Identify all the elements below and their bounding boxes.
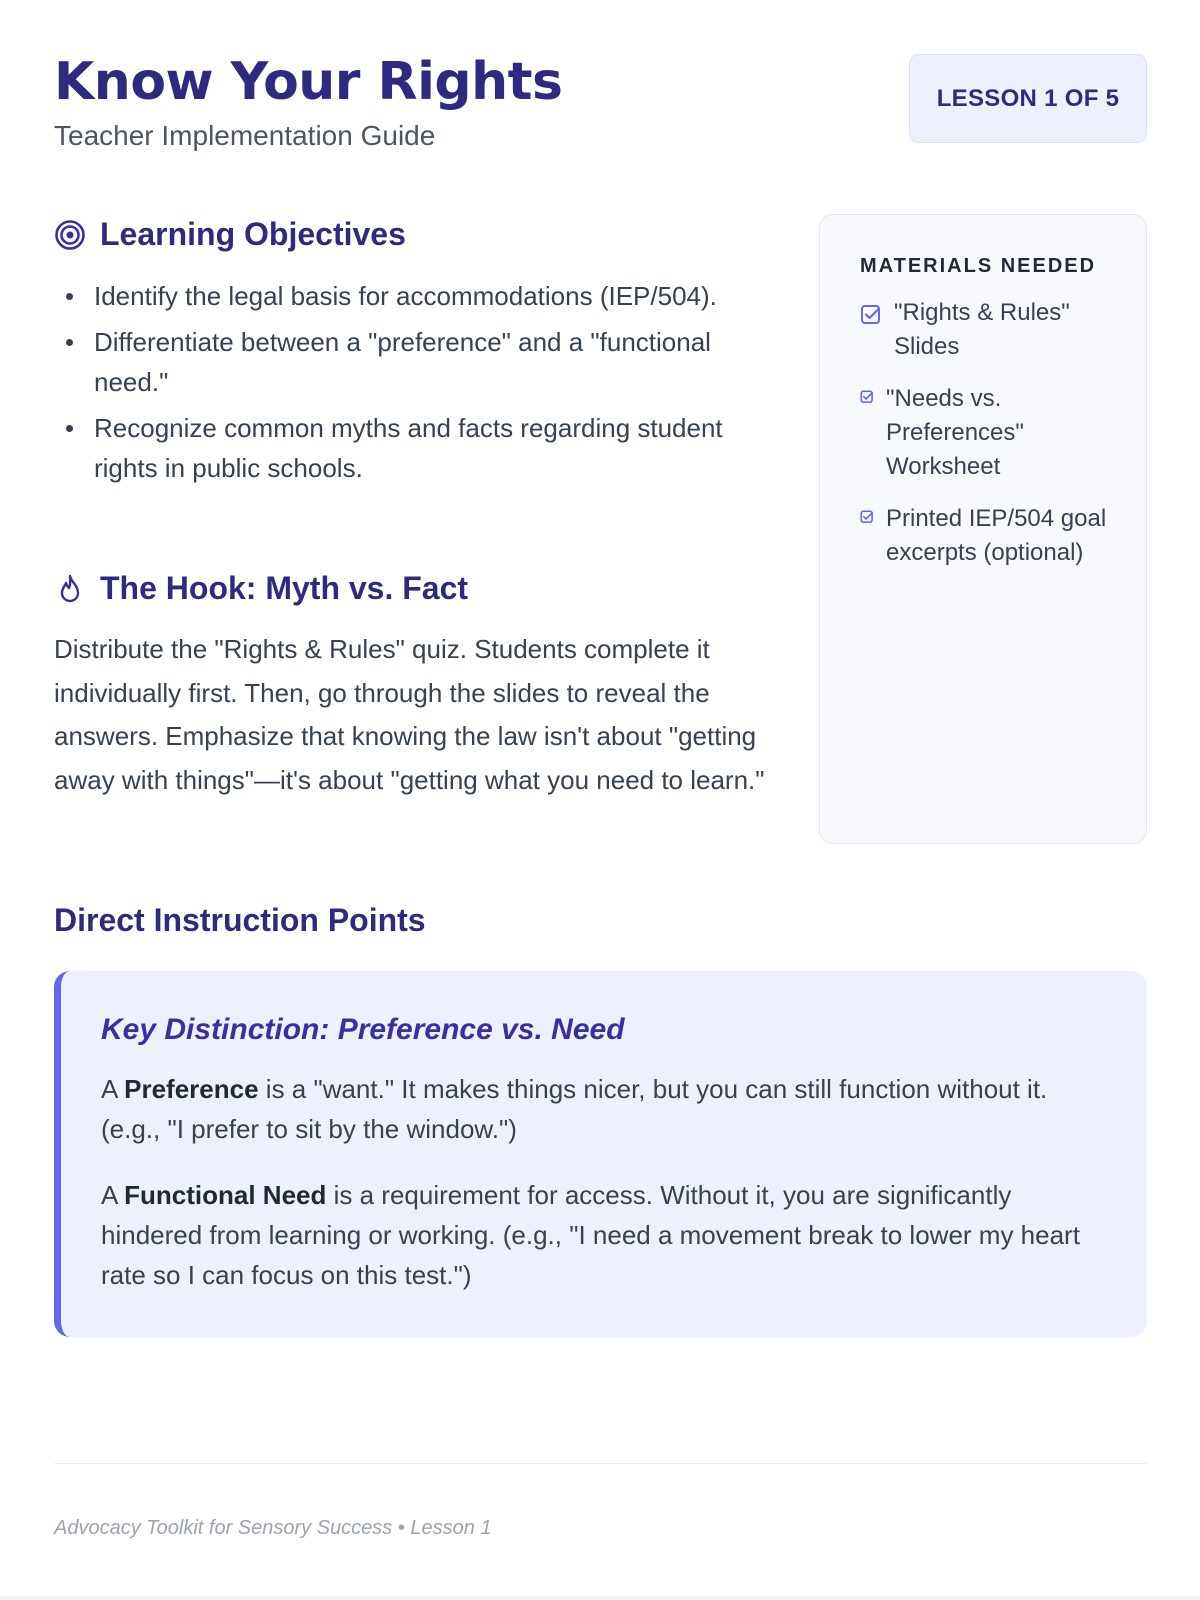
- need-term: Functional Need: [124, 1180, 327, 1210]
- page-title: Know Your Rights: [54, 52, 563, 112]
- objective-item: Identify the legal basis for accommodations (IEP/504).: [54, 276, 754, 316]
- objectives-heading: [54, 216, 406, 253]
- bottom-strip: [0, 1596, 1200, 1600]
- materials-item-label: Printed IEP/504 goal excerpts (optional): [886, 505, 1107, 566]
- preference-text: is a "want." It makes things nicer, but you can still function without it. (e.g., "I prefer to sit by the window."): [101, 1074, 1048, 1144]
- materials-item-label: "Needs vs. Preferences" Worksheet: [886, 385, 1024, 480]
- materials-item: [860, 382, 1116, 484]
- checkbox-icon: [860, 390, 874, 404]
- lesson-badge: LESSON 1 OF 5: [909, 54, 1147, 143]
- footer-divider: [54, 1463, 1147, 1464]
- materials-item-label: "Rights & Rules" Slides: [894, 299, 1070, 360]
- materials-item: [860, 296, 1116, 364]
- materials-card: [819, 214, 1147, 844]
- materials-title: MATERIALS NEEDED: [860, 255, 1097, 277]
- key-distinction-callout: [54, 971, 1147, 1337]
- functional-need-definition: [101, 1175, 1107, 1295]
- need-text: is a requirement for access. Without it, you are significantly hindered from learning or working. (e.g., "I need a movement break to lower my heart rate so I can focus on this test."): [101, 1180, 1080, 1290]
- preference-term: Preference: [124, 1074, 259, 1104]
- checkbox-icon: [860, 510, 874, 524]
- preference-definition: [101, 1069, 1107, 1149]
- hook-heading: [54, 570, 468, 607]
- footer-text: Advocacy Toolkit for Sensory Success • Lesson 1: [54, 1517, 492, 1539]
- hook-heading-label: The Hook: Myth vs. Fact: [100, 570, 469, 606]
- direct-instruction-heading: Direct Instruction Points: [54, 902, 426, 938]
- preference-lead: A: [101, 1074, 125, 1104]
- need-lead: A: [101, 1180, 125, 1210]
- hook-paragraph: Distribute the "Rights & Rules" quiz. Students complete it individually first. Then, go through the slides to reveal the answers. Emphasize that knowing the law isn't about "getting away with things"—it's about "getting what you need to learn.": [54, 634, 765, 795]
- materials-item: [860, 502, 1116, 570]
- objective-item: Differentiate between a "preference" and a "functional need.": [54, 322, 754, 402]
- page-subtitle: Teacher Implementation Guide: [54, 120, 436, 151]
- flame-icon: [54, 573, 86, 605]
- objective-item: Recognize common myths and facts regarding student rights in public schools.: [54, 408, 754, 488]
- callout-title: Key Distinction: Preference vs. Need: [101, 1013, 625, 1046]
- objectives-list: [54, 276, 754, 494]
- target-icon: [54, 219, 86, 251]
- checkbox-icon: [860, 304, 882, 326]
- objectives-heading-label: Learning Objectives: [100, 216, 406, 252]
